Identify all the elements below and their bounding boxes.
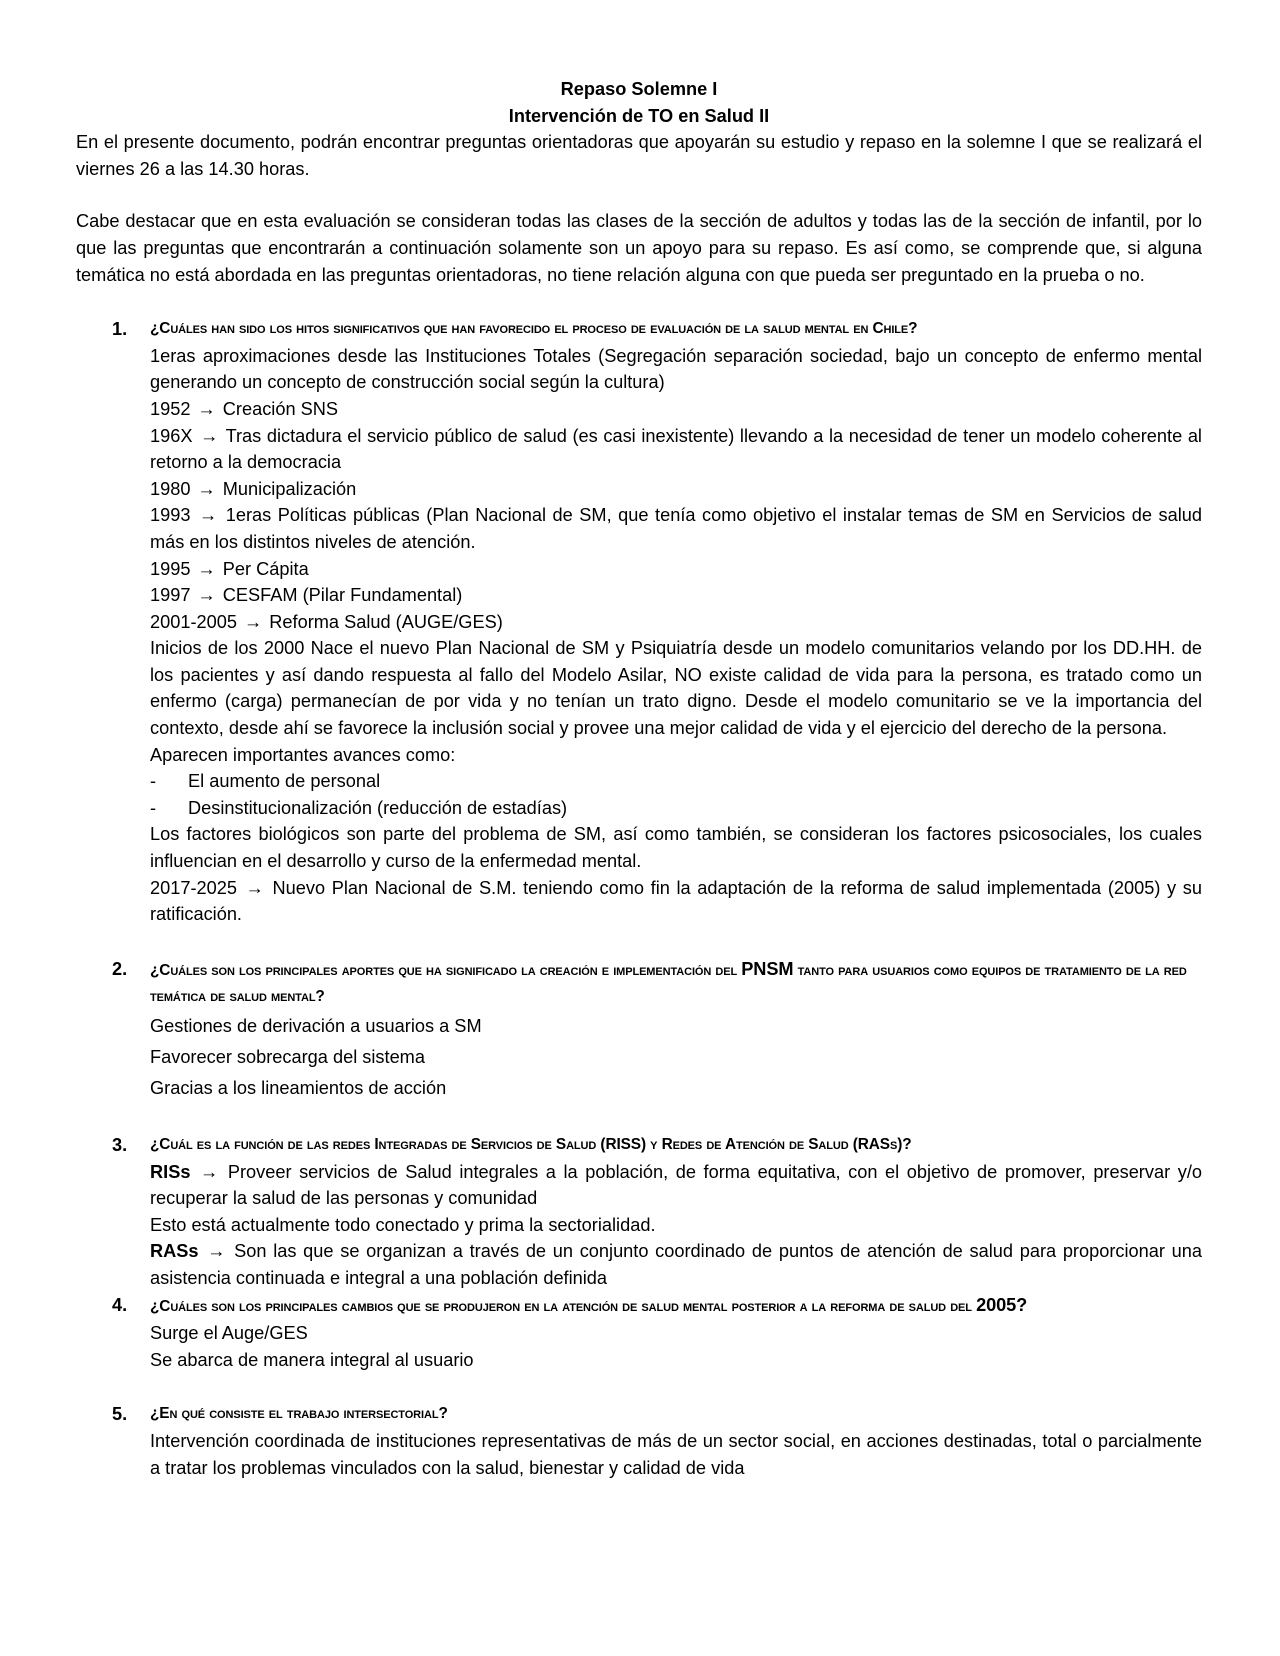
timeline-text: Nuevo Plan Nacional de S.M. teniendo como fin la adaptación de la reforma de salud implementada (2005) y su ratificación. — [150, 877, 1202, 925]
list-item-text: El aumento de personal — [188, 771, 381, 792]
answer-paragraph: Intervención coordinada de instituciones representativas de más de un sector social, en acciones destinadas, total o parcialmente a tratar los problemas vinculados con la salud, bienestar y calidad de vida — [150, 1430, 1202, 1478]
question-heading: ¿Cuáles han sido los hitos significativos que han favorecido el proceso de evaluación de la salud mental en Chile? — [150, 320, 918, 338]
arrow-icon: → — [207, 1241, 226, 1262]
question-number: 1. — [112, 319, 128, 340]
arrow-icon: → — [200, 425, 219, 446]
bullet-dash: - — [150, 771, 157, 792]
timeline-entry — [150, 476, 1202, 503]
question-2 — [76, 956, 1202, 1104]
question-number: 2. — [112, 958, 128, 979]
question-5 — [76, 1401, 1202, 1481]
timeline-year: 1993 — [150, 505, 191, 526]
arrow-icon: → — [197, 558, 216, 579]
document-subtitle: Intervención de TO en Salud II — [508, 105, 770, 126]
arrow-icon: → — [199, 505, 218, 526]
timeline-entry — [150, 556, 1202, 583]
timeline-year: 1952 — [150, 398, 191, 419]
answer-paragraph: RASs → Son las que se organizan a través de un conjunto coordinado de puntos de atención de salud para proporcionar una asistencia continuada e integral a una población definida — [150, 1238, 1202, 1291]
question-number: 3. — [112, 1135, 128, 1155]
answer-line: Se abarca de manera integral al usuario — [150, 1349, 474, 1370]
answer-line: Surge el Auge/GES — [150, 1323, 308, 1344]
timeline-entry — [150, 875, 1202, 928]
timeline-text: Municipalización — [222, 478, 357, 499]
answer-paragraph: Los factores biológicos son parte del problema de SM, así como también, se consideran los factores psicosociales, los cuales influencian en el desarrollo y curso de la enfermedad mental. — [150, 824, 1202, 872]
timeline-entry — [150, 396, 1202, 423]
timeline-year: 1980 — [150, 478, 191, 499]
timeline-text: Per Cápita — [222, 558, 309, 579]
list-item — [150, 768, 1202, 795]
question-number: 5. — [112, 1404, 128, 1425]
answer-line: Aparecen importantes avances como: — [150, 744, 456, 765]
arrow-icon: → — [197, 585, 216, 606]
question-number: 4. — [112, 1294, 128, 1315]
question-heading: ¿En qué consiste el trabajo intersectorial? — [150, 1405, 448, 1423]
answer-line: Favorecer sobrecarga del sistema — [150, 1047, 425, 1067]
question-heading: ¿Cuáles son los principales aportes que ha significado la creación e implementación del PNSM tanto para usuarios como equipos de tratamiento de la red temática de salud mental? — [150, 958, 1187, 1006]
timeline-year: 196X — [150, 425, 193, 446]
answer-paragraph: RISs → Proveer servicios de Salud integrales a la población, de forma equitativa, con el objetivo de promover, preservar y/o recuperar la salud de las personas y comunidad — [150, 1159, 1202, 1212]
arrow-icon: → — [197, 398, 216, 419]
answer-line: Gestiones de derivación a usuarios a SM — [150, 1016, 482, 1036]
timeline-entry — [150, 502, 1202, 555]
timeline-text: Creación SNS — [222, 398, 339, 419]
answer-line: 1eras aproximaciones desde las Instituciones Totales (Segregación separación sociedad, bajo un concepto de enfermo mental generando un concepto de construcción social según la cultura) — [150, 345, 1202, 393]
arrow-icon: → — [200, 1161, 219, 1182]
list-item-text: Desinstitucionalización (reducción de estadías) — [188, 797, 568, 818]
question-heading: ¿Cuál es la función de las redes Integradas de Servicios de Salud (RISS) y Redes de Atención de Salud (RASs)? — [150, 1136, 912, 1153]
question-1 — [76, 316, 1202, 928]
intro-paragraph-1: En el presente documento, podrán encontrar preguntas orientadoras que apoyarán su estudio y repaso en la solemne I que se realizará el viernes 26 a las 14.30 horas. — [76, 132, 1202, 179]
timeline-entry — [150, 582, 1202, 609]
question-heading: ¿Cuáles son los principales cambios que se produjeron en la atención de salud mental posterior a la reforma de salud del 2005? — [150, 1294, 1028, 1315]
riss-label: RISs — [150, 1161, 191, 1182]
rass-label: RASs — [150, 1241, 199, 1262]
timeline-text: CESFAM (Pilar Fundamental) — [222, 585, 463, 606]
bullet-dash: - — [150, 797, 157, 818]
document-title: Repaso Solemne I — [560, 79, 718, 99]
timeline-year: 2017-2025 — [150, 877, 237, 898]
answer-line: Gracias a los lineamientos de acción — [150, 1078, 447, 1098]
timeline-entry — [150, 609, 1202, 636]
timeline-year: 2001-2005 — [150, 611, 237, 632]
answer-line: Esto está actualmente todo conectado y prima la sectorialidad. — [150, 1214, 656, 1235]
list-item — [150, 795, 1202, 822]
timeline-year: 1995 — [150, 558, 191, 579]
answer-paragraph: Inicios de los 2000 Nace el nuevo Plan Nacional de SM y Psiquiatría desde un modelo comunitarios velando por los DD.HH. de los pacientes y así dando respuesta al fallo del Modelo Asilar, NO existe calidad de vida para la persona, es tratado como un enfermo (carga) permanecían de por vida y no tenían un trato digno. Desde el modelo comunitario se ve la importancia del contexto, desde ahí se favorece la inclusión social y provee una mejor calidad de vida y el ejercicio del derecho de la persona. — [150, 638, 1202, 739]
arrow-icon: → — [197, 478, 216, 499]
question-3 — [76, 1132, 1202, 1292]
arrow-icon: → — [245, 877, 264, 898]
timeline-entry — [150, 423, 1202, 476]
timeline-text: Tras dictadura el servicio público de salud (es casi inexistente) llevando a la necesidad de tener un modelo coherente al retorno a la democracia — [150, 425, 1202, 473]
intro-paragraph-2: Cabe destacar que en esta evaluación se consideran todas las clases de la sección de adultos y todas las de la sección de infantil, por lo que las preguntas que encontrarán a continuación solamente son un apoyo para su repaso. Es así como, se comprende que, si alguna temática no está abordada en las preguntas orientadoras, no tiene relación alguna con que pueda ser preguntado en la prueba o no. — [76, 211, 1202, 285]
question-4 — [76, 1292, 1202, 1374]
arrow-icon: → — [244, 611, 263, 632]
timeline-text: 1eras Políticas públicas (Plan Nacional de SM, que tenía como objetivo el instalar temas de SM en Servicios de salud más en los distintos niveles de atención. — [150, 505, 1202, 552]
timeline-year: 1997 — [150, 585, 191, 606]
timeline-text: Reforma Salud (AUGE/GES) — [269, 611, 503, 632]
